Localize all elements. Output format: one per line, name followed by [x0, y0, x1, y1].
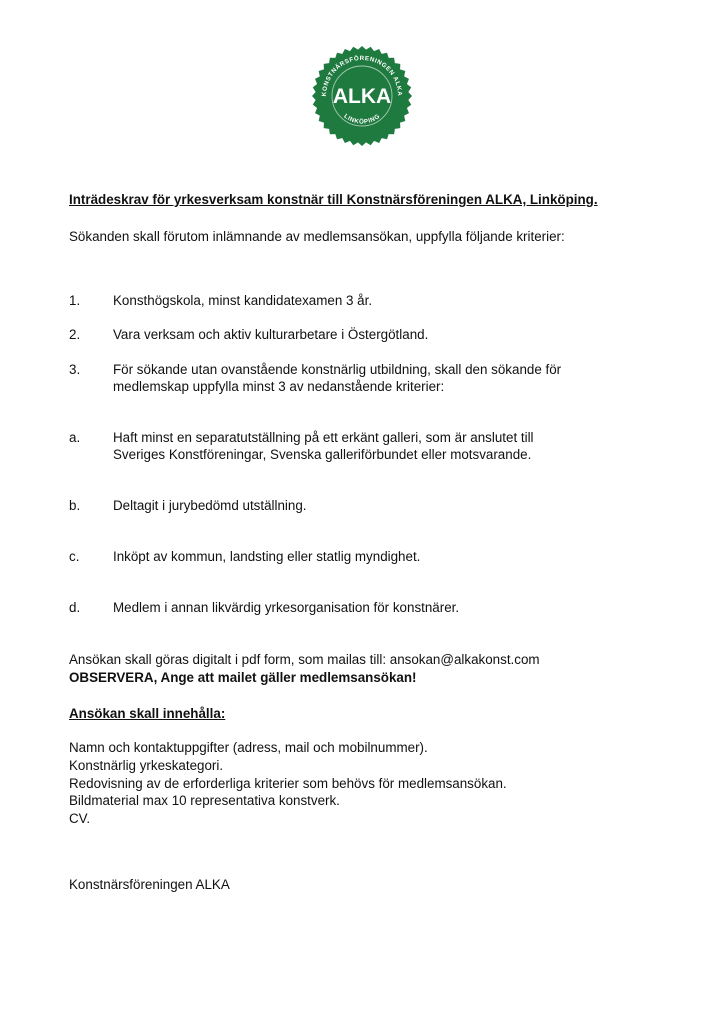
list-item: Konstnärlig yrkeskategori.: [69, 757, 224, 773]
list-marker: 2.: [69, 327, 81, 342]
list-marker: c.: [69, 549, 80, 564]
notice-text: OBSERVERA, Ange att mailet gäller medlemsansökan!: [69, 669, 417, 685]
criterion-text: medlemskap uppfylla minst 3 av nedanstående kriterier:: [113, 379, 445, 394]
criterion-text: För sökande utan ovanstående konstnärlig utbildning, skall den sökande för: [113, 362, 562, 377]
intro-text: Sökanden skall förutom inlämnande av medlemsansökan, uppfylla följande kriterier:: [69, 229, 565, 244]
logo-ring-text: KONSTNÄRSFÖRENINGEN ALKA: [320, 54, 404, 97]
subcriterion-text: Haft minst en separatutställning på ett erkänt galleri, som är anslutet till: [113, 430, 534, 445]
subcriterion-text: Inköpt av kommun, landsting eller statlig myndighet.: [113, 549, 421, 564]
criterion-text: Konsthögskola, minst kandidatexamen 3 år.: [113, 293, 373, 308]
list-marker: b.: [69, 498, 81, 513]
list-marker: d.: [69, 600, 81, 615]
subcriterion-text: Sveriges Konstföreningar, Svenska galleriförbundet eller motsvarande.: [113, 447, 532, 462]
logo-center-text: ALKA: [332, 85, 392, 108]
contents-heading: Ansökan skall innehålla:: [69, 706, 226, 721]
alka-seal-icon: [311, 45, 413, 147]
list-item: Redovisning av de erforderliga kriterier som behövs för medlemsansökan.: [69, 775, 507, 791]
list-item: Namn och kontaktuppgifter (adress, mail och mobilnummer).: [69, 740, 428, 755]
list-marker: 1.: [69, 293, 81, 308]
subcriterion-text: Deltagit i jurybedömd utställning.: [113, 498, 307, 513]
signature: Konstnärsföreningen ALKA: [69, 877, 230, 892]
alka-logo: [311, 45, 413, 147]
submission-text: Ansökan skall göras digitalt i pdf form, som mailas till: ansokan@alkakonst.com: [69, 652, 540, 667]
list-item: Bildmaterial max 10 representativa konstverk.: [69, 793, 340, 809]
subcriterion-text: Medlem i annan likvärdig yrkesorganisation för konstnärer.: [113, 600, 460, 615]
list-item: CV.: [69, 811, 91, 827]
contents-list: [69, 739, 507, 828]
submission-section: [69, 651, 540, 687]
criterion-text: Vara verksam och aktiv kulturarbetare i Östergötland.: [113, 327, 429, 342]
list-marker: a.: [69, 430, 81, 445]
document-title: Inträdeskrav för yrkesverksam konstnär till Konstnärsföreningen ALKA, Linköping.: [69, 192, 598, 207]
logo-bottom-text: LINKÖPING: [342, 112, 382, 126]
list-marker: 3.: [69, 362, 81, 377]
